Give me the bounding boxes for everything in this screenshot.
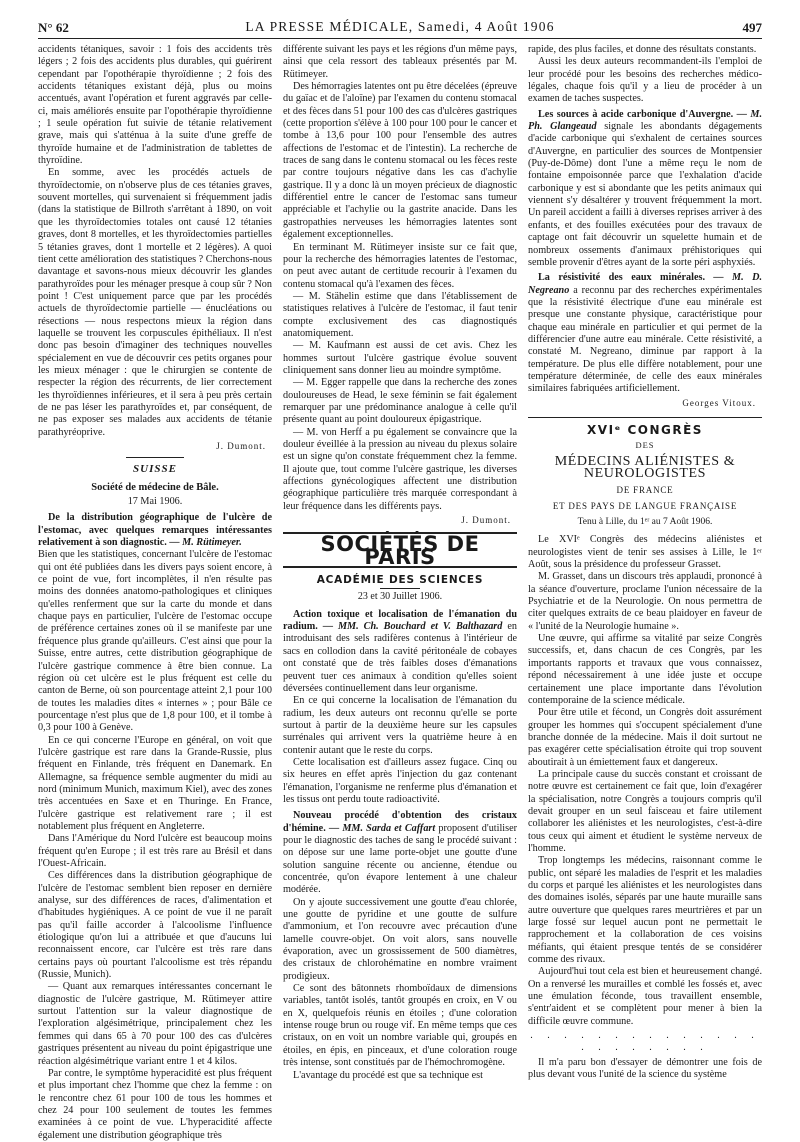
issue-number: N° 62 — [38, 20, 69, 35]
journal-title: LA PRESSE MÉDICALE, Samedi, 4 Août 1906 — [245, 19, 555, 34]
paragraph: La principale cause du succès constant et croissant de notre œuvre est certainement ce fait que, loin d'exagérer la spécialisation, notre Congrès a toujours compris qu'il devait grouper en un seul faisceau et faire utilement collaborer les aliénistes et les neurologistes, c'est-à-dire tous ceux qui aiment et étudient le système nerveux de l'homme. — [528, 768, 762, 854]
signature: Georges Vitoux. — [682, 397, 756, 408]
page-header — [38, 14, 762, 39]
article-author: — M. Ph. Glangeaud — [528, 108, 762, 133]
paragraph: En ce qui concerne la localisation de l'émanation du radium, les deux auteurs ont reconnu qu'elle se porte surtout à partir de la deuxième heure sur les capsules surrénales qui arrivent vers la quatrième heure à en contenir autant que le reste du corps. — [283, 695, 517, 756]
article-lead — [283, 810, 517, 896]
paragraph: Pour être utile et fécond, un Congrès doit assurément grouper les hommes qui s'occupent spécialement d'une branche donnée de la médecine. Mais il doit surtout ne pas exagérer cette spécialisation étroite qui trop souvent aboutirait à un émiettement faux et dangereux. — [528, 707, 762, 768]
paragraph: Dans l'Amérique du Nord l'ulcère est beaucoup moins fréquent qu'en Europe ; il est très rare au Brésil et dans l'Ouest-Africain. — [38, 833, 272, 869]
paragraph: Par contre, le symptôme hyperacidité est plus fréquent et plus important chez l'homme que chez la femme : on le rencontre chez 61 pour 100 de tous les hommes et chez 24 pour 100 seulement de toutes les femmes examinées à ce point de vue. L'hyperacidité affecte également une distribution géographique très — [38, 1067, 272, 1141]
country-heading: SUISSE — [133, 463, 177, 476]
divider — [380, 588, 420, 589]
columns — [38, 44, 762, 1141]
congress-title: XVIᵉ CONGRÈS — [587, 422, 703, 437]
article-title: De la distribution géographique de l'ulcère de l'estomac, avec quelques remarques intéressantes relativement à son diagnostic. — [38, 512, 272, 549]
congress-date: Tenu à Lille, du 1ᵉʳ au 7 Août 1906. — [577, 517, 713, 528]
divider — [126, 457, 184, 458]
session-dates: 23 et 30 Juillet 1906. — [357, 591, 443, 603]
congress-country: DE FRANCE — [616, 485, 674, 496]
article-author: — MM. Ch. Bouchard et V. Balthazard — [317, 621, 503, 633]
paragraph: Aujourd'hui tout cela est bien et heureusement changé. On a renversé les murailles et comblé les fossés et, avec une émulation féconde, tous travaillent ensemble, s'entr'aident et se complètent pour mener à bien la difficile œuvre commune. — [528, 966, 762, 1027]
section-banner: SOCIÉTÉS DE PARIS — [283, 532, 517, 568]
paragraph: Cette localisation est d'ailleurs assez fugace. Cinq ou six heures en effet après l'injection du gaz contenant l'émanation, l'organisme ne renferme plus d'émanation et les tissus ont perdu toute radioactivité. — [283, 756, 517, 805]
congress-header — [528, 417, 762, 528]
article-text: a reconnu par des recherches expérimentales que la résistivité électrique d'une eau minérale est presque une constante physique, caractéristique pour chaque eau minérale en particulier et qui permet de la différencier d'une autre eau minérale. Cette résistivité, a constaté M. Negreano, diminue par rapport à la température. De plus elle diffère notablement, pour une température déterminée, de celle des eaux minérales similaires fabriquées artificiellement. — [528, 284, 762, 395]
paragraph: En terminant M. Rütimeyer insiste sur ce fait que, pour la recherche des hémorragies latentes de l'estomac, on peut avec autant de certitude recourir à l'examen du contenu stomacal qu'à l'examen des fèces. — [283, 241, 517, 290]
paragraph: — M. von Herff a pu également se convaincre que la douleur éveillée à la pression au niveau du plexus solaire est un signe qu'on constate fréquemment chez la femme. Il ajoute que, tout comme l'ulcère gastrique, les diverses affections gynécologiques affectent une distribution géographique particulière très marquée correspondant à leur fréquence dans les différents pays. — [283, 426, 517, 512]
paragraph: Trop longtemps les médecins, raisonnant comme le public, ont séparé les maladies de l'esprit et les maladies du corps et parqué les aliénistes et les neurologistes dans des domaines isolés, séparés par une haute muraille sans autre ouverture que quelques rares meurtrières et par un large fossé sur lequel aucun pont ne permettait le rapprochement et la collaboration de ces voisins méfiants, qui étaient presque tentés de se considérer comme des rivaux. — [528, 855, 762, 966]
article-text: signale les abondants dégagements d'acide carbonique qui s'exhalent de certaines sources d'Auvergne, en particulier des sources de Montpensier (Puy-de-Dôme) dont l'une a même reçu le nom de fontaine empoisonnée parce que l'exhalation d'acide carbonique y est si abondante que les petits animaux qui viennent s'y désaltérer y trouvent fréquemment la mort. Un pareil accident a failli à diverses reprises arriver à des enfants, et des fouilles exécutées pour des travaux de captage ont fait découvrir un squelette humain et de nombreux ossements d'animaux préhistoriques qui semble provenir d'êtres ayant de la sorte péri asphyxiés. — [528, 121, 762, 268]
congress-name: MÉDECINS ALIÉNISTES & NEUROLOGISTES — [554, 453, 736, 481]
paragraph: rapide, des plus faciles, et donne des résultats constants. — [528, 44, 757, 55]
article-author: — M. Rütimeyer. — [166, 537, 242, 549]
signature: J. Dumont. — [216, 441, 266, 451]
paragraph: En ce qui concerne l'Europe en général, on voit que l'ulcère gastrique est rare dans la Grande-Russie, plus fréquent en Finlande, très fréquent en Danemark. En Allemagne, sa fréquence semble augmenter du midi au nord (minimum Munich, maximum Kiel), avec des zones très accentuées en Saxe et en Thuringe. En France, l'ulcère gastrique est relativement rare ; il est notablement plus fréquent en Angleterre. — [38, 734, 272, 832]
congress-des: DES — [635, 440, 655, 451]
paragraph: On y ajoute successivement une goutte d'eau chlorée, une goutte de pyridine et une goutte de sulfure d'ammonium, et l'on recouvre avec précaution d'une lamelle couvre-objet. On voit alors, sans nouvelle évaporation, avec un grossissement de 500 diamètres, des cristaux de chlorohématine en nombre vraiment prodigieux. — [283, 896, 517, 982]
society-name: Société de médecine de Bâle. — [91, 481, 219, 493]
paragraph: Ces différences dans la distribution géographique de l'ulcère de l'estomac semblent bien reposer en dernière analyse, sur des différences de races, d'alimentation et d'habitudes hygiéniques. A ce point de vue il ne paraît pas qu'il faille accorder à l'alcoolisme l'influence étiologique qu'on lui a attribuée et que d'aucuns lui reconnaissent encore, car l'ulcère est très rare dans certains pays où pourtant l'alcoolisme est très répandu (Russie, Munich). — [38, 870, 272, 981]
paragraph: différente suivant les pays et les régions d'un même pays, ainsi que cela ressort des tableaux présentés par M. Rütimeyer. — [283, 44, 517, 80]
paragraph: Aussi les deux auteurs recommandent-ils l'emploi de leur procédé pour les besoins des recherches médico-légales, chaque fois qu'il y a lieu de procéder à un examen de taches suspectes. — [528, 56, 762, 105]
article-author: — M. D. Negreano — [528, 272, 762, 296]
article-lead — [528, 272, 762, 395]
article-title: La résistivité des eaux minérales. — [538, 272, 705, 284]
paragraph: — M. Stähelin estime que dans l'établissement de statistiques relatives à l'ulcère de l'estomac, il faut tenir compte exclusivement des cas diagnostiqués anatomiquement. — [283, 290, 517, 339]
newspaper-page — [38, 14, 762, 1141]
paragraph: En somme, avec les procédés actuels de thyroïdectomie, on n'observe plus de ces tétanies graves, souvent mortelles, qui survenaient si fréquemment jadis (dans la statistique de Billroth s'arrêtant à 1890, on voit que les thyroïdectomies totales ont causé 12 tétanies graves, dont 8 mortelles, et les thyroïdectomies partielles 5 tétanies graves, dont 1 mortelle et 2 légères). A quoi tient cette amélioration des statistiques ? Cherchons-nous davantage et savons-nous mieux découvrir les glandes parathyroïdes pour les ménager presque à coup sûr ? Non point ! C'est uniquement parce que par les procédés actuels de thyroïdectomie partielle — énucléations ou résections — nous respectons mieux la région dans laquelle se trouvent les corpuscules épithéliaux. Il n'est donc pas besoin d'imaginer des techniques nouvelles spécialement en vue de découvrir ces petits organes pour les mieux ménager : que le chirurgien se contente de respecter la région des récurrents, de lier correctement les thyroïdiennes inférieures, et il sera à peu près certain de ne pas léser les parathyroïdes et, par conséquent, de ne pas exposer ses malades aux accidents de tétanie parathyréoprive. — [38, 167, 272, 438]
paragraph: — Quant aux remarques intéressantes concernant le diagnostic de l'ulcère gastrique, M. Rütimeyer attire surtout l'attention sur la valeur diagnostique de l'exploration algésimétrique, principalement chez les femmes qui dans 65 à 70 pour 100 des cas d'ulcères gastriques présentent au niveau du point épigastrique une réaction algésimétrique variant entre 1 et 4 kilos. — [38, 981, 272, 1067]
column-left — [38, 44, 272, 1141]
paragraph: Des hémorragies latentes ont pu être décelées (épreuve du gaïac et de l'aloïne) par l'examen du contenu stomacal et des fèces dans 51 pour 100 des cas d'ulcères gastriques (cette proportion s'élève à 100 pour 100 pour le cancer et tombe à 13,6 pour 100 pour l'ensemble des autres affections de l'estomac et de l'intestin). La recherche de traces de sang dans le contenu stomacal ou les fèces reste par contre toujours négative dans les cas d'achylie gastrique. Il y a donc là un moyen précieux de diagnostic différentiel entre le cancer de l'estomac sans tumeur appréciable et l'achylie ou la gastrite anacide. Dans les gastropathies nerveuses les hémorragies latentes sont également exceptionnelles. — [283, 81, 517, 241]
paragraph: M. Grasset, dans un discours très applaudi, prononcé à la séance d'ouverture, proclame l'union nécessaire de la Psychiatrie et de la Neurologie. On nous permettra de citer quelques extraits de ce beau plaidoyer en faveur de « l'unité de la Neurologie humaine ». — [528, 571, 762, 632]
paragraph: Il m'a paru bon d'essayer de démontrer une fois de plus devant vous l'unité de la science du système — [528, 1056, 762, 1081]
paragraph: Le XVIᵉ Congrès des médecins aliénistes et neurologistes vient de tenir ses assises à Lille, le 1ᵉʳ Août, sous la présidence du professeur Grasset. — [528, 534, 762, 571]
article-text: proposent d'utiliser pour le diagnostic des taches de sang le procédé suivant : on dépose sur une lame porte-objet une goutte d'une solution sanguine récente ou ancienne, étendue ou concentrée, qu'on évapore lentement à une chaleur modérée. — [283, 822, 517, 896]
session-date: 17 Mai 1906. — [127, 496, 183, 508]
paragraph: — M. Kaufmann est aussi de cet avis. Chez les hommes surtout l'ulcère gastrique évolue souvent cliniquement sans donner lieu au moindre symptôme. — [283, 340, 517, 376]
column-middle — [283, 44, 517, 1081]
paragraph: L'avantage du procédé est que sa technique est — [293, 1069, 483, 1081]
congress-scope: ET DES PAYS DE LANGUE FRANÇAISE — [552, 500, 738, 511]
article-title: Nouveau procédé d'obtention des cristaux d'hémine. — [283, 810, 517, 834]
article-lead — [38, 512, 272, 549]
paragraph: Bien que les statistiques, concernant l'ulcère de l'estomac qui ont été publiées dans les divers pays soient encore, à ce point de vue, fort incomplètes, il n'en résulte pas moins des données anatomo-pathologiques et cliniques qu'elles renferment que sur la carte du monde et dans chaque pays en particulier, l'ulcère de l'estomac occupe de préférence certaines zones où il se manifeste par une fréquence plus grande qu'ailleurs. C'est ainsi que pour la Suisse, entre autres, cette distribution géographique de l'ulcère gastrique commence à être bien connue. La région où cet ulcère est le plus fréquent est celle du canton de Berne, où son pourcentage atteint 2,1 pour 100 de toutes les maladies dites « internes » ; pour Bâle ce pourcentage n'est plus que de 1,8 pour 100, et il tombe à 0,3 pour 100 à Genève. — [38, 549, 272, 734]
page-number: 497 — [742, 20, 762, 35]
ellipsis-separator: . . . . . . . . . . . . . . . . . . . . . . — [530, 1030, 760, 1054]
academy-heading: ACADÉMIE DES SCIENCES — [316, 574, 484, 587]
paragraph: — M. Egger rappelle que dans la recherche des zones douloureuses de Head, le sexe féminin se fait également remarquer par une prédominance analogue à celle qu'il présente quant au point douloureux épigastrique. — [283, 377, 517, 426]
column-right — [528, 44, 762, 1081]
article-lead — [283, 609, 517, 695]
paragraph: Une œuvre, qui affirme sa vitalité par seize Congrès successifs, et, dans chacun de ces Congrès, par les importants rapports et travaux que vous connaissez, répond nécessairement à une idée juste et occupe certainement une place importante dans l'évolution contemporaine de la science médicale. — [528, 633, 762, 706]
article-title: Action toxique et localisation de l'émanation du radium. — [283, 608, 517, 633]
paragraph: Ce sont des bâtonnets rhomboïdaux de dimensions variables, tantôt isolés, tantôt groupés en croix, en V ou en X, quelquefois réunis en étoiles ; d'une coloration intense rouge brun ou rouge vif. En même temps que ces cristaux, on en voit un nombre variable qui, groupés en étoiles, en épis, en pinceaux, et d'une coloration rouge très intense, sont constitués par de l'hémochromogène. — [283, 983, 517, 1069]
article-lead — [528, 109, 762, 269]
article-author: — MM. Sarda et Caffart — [325, 822, 436, 834]
article-title: Les sources à acide carbonique d'Auvergne. — [538, 108, 734, 120]
signature: J. Dumont. — [461, 515, 511, 526]
paragraph: accidents tétaniques, savoir : 1 fois des accidents très légers ; 2 fois des accidents plus durables, qui guérirent cependant par l'opothérapie thyroïdienne ; 2 fois des accidents tétaniques existant déjà, plus ou moins accentués, avant l'opération et furent aggravés par celle-ci, mais améliorés ensuite par l'opothérapie thyroïdienne ; 1 seule opération fut suivie de tétanie relativement grave, mais qui s'atténua à la suite d'une greffe de thyroïde humaine et de l'administration de tablettes de thyroïdine. — [38, 44, 272, 167]
article-text: en introduisant des sels radifères contenus à l'intérieur de sacs en collodion dans la cavité péritonéale de cobayes ont constaté que de très faibles doses d'émanations peuvent tuer ces animaux à condition qu'elles soient déversées continuellement dans leur organisme. — [283, 621, 517, 694]
